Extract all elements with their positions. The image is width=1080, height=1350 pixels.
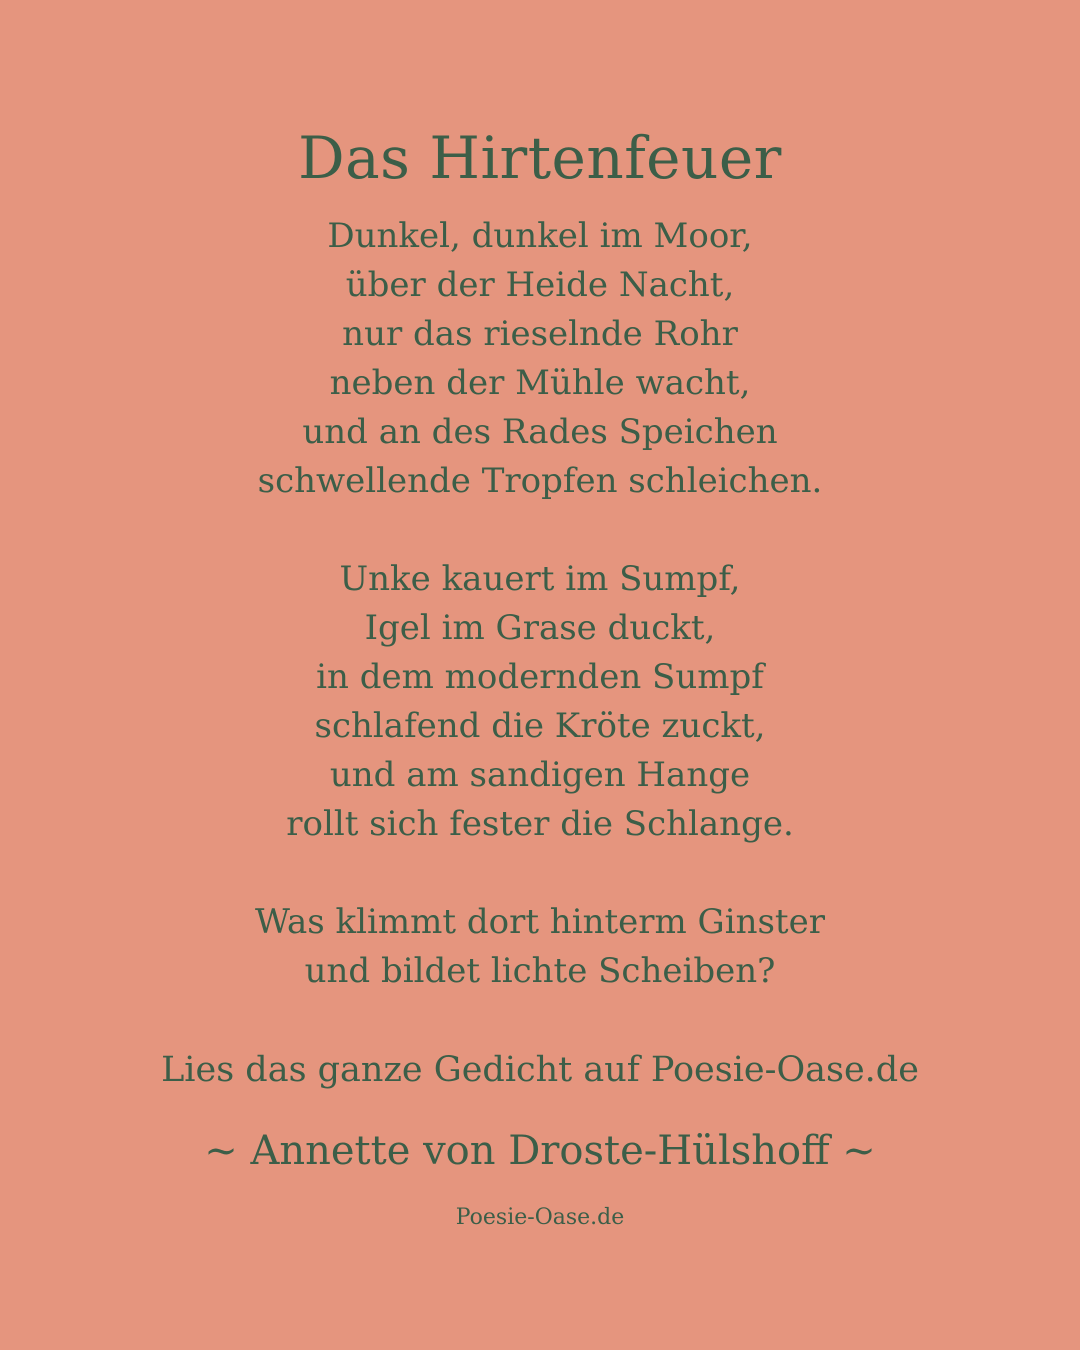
poem-line: und am sandigen Hange <box>329 755 751 795</box>
poem-line: rollt sich fester die Schlange. <box>286 804 794 844</box>
stanza-2 <box>0 555 1080 849</box>
stanza-3 <box>0 898 1080 996</box>
poem-title: Das Hirtenfeuer <box>298 124 782 192</box>
poem-line: neben der Mühle wacht, <box>329 363 751 403</box>
stanza-1 <box>0 212 1080 506</box>
read-full-poem-text: Lies das ganze Gedicht auf Poesie-Oase.de <box>161 1050 919 1090</box>
poem-line: und an des Rades Speichen <box>302 412 778 452</box>
poem-line: Dunkel, dunkel im Moor, <box>327 216 753 256</box>
poem-line: nur das rieselnde Rohr <box>342 314 738 354</box>
poem-line: schwellende Tropfen schleichen. <box>257 461 823 501</box>
poem-author: ~ Annette von Droste-Hülshoff ~ <box>204 1128 876 1174</box>
poem-line: schlafend die Kröte zuckt, <box>314 706 766 746</box>
poem-line: über der Heide Nacht, <box>345 265 735 305</box>
poem-line: Igel im Grase duckt, <box>364 608 716 648</box>
footer-site-name: Poesie-Oase.de <box>455 1205 625 1230</box>
poem-line: Unke kauert im Sumpf, <box>339 559 741 599</box>
poem-line: in dem modernden Sumpf <box>316 657 764 697</box>
poem-line: und bildet lichte Scheiben? <box>304 951 776 991</box>
poem-line: Was klimmt dort hinterm Ginster <box>255 902 825 942</box>
